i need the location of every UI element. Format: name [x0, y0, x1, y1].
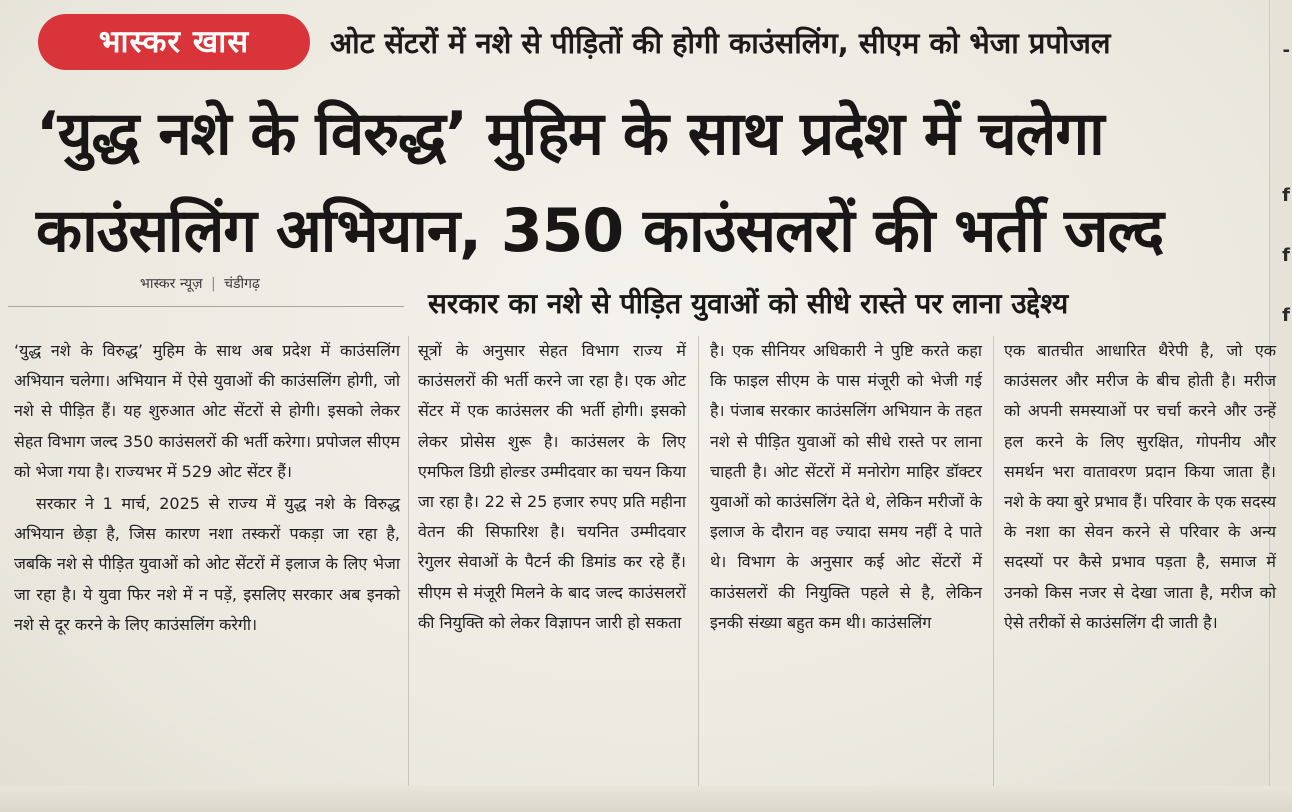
paragraph: सरकार ने 1 मार्च, 2025 से राज्य में युद्ध नशे के विरुद्ध अभियान छेड़ा है, जिस कारण नशा तस्करों पकड़ा जा रहा है, जबकि नशे से पीड़ित युवाओं को ओट सेंटरों में इलाज के लिए भेजा जा रहा है। ये युवा फिर नशे में न पड़ें, इसलिए सरकार अब इनको नशे से दूर करने के लिए काउंसलिंग करेगी।: [14, 494, 400, 634]
byline-city: चंडीगढ़: [224, 276, 260, 292]
kicker-headline: ओट सेंटरों में नशे से पीड़ितों की होगी काउंसलिंग, सीएम को भेजा प्रपोजल: [330, 26, 1111, 60]
edge-glyph: f: [1282, 305, 1290, 326]
article-column-1: [14, 336, 400, 640]
byline-separator: |: [210, 276, 216, 292]
edge-glyph: f: [1282, 245, 1290, 266]
main-headline-line-1: ‘युद्ध नशे के विरुद्ध’ मुहिम के साथ प्रदेश में चलेगा: [36, 99, 1104, 169]
section-badge: भास्कर खास: [38, 14, 310, 70]
edge-glyph: -: [1282, 40, 1290, 61]
paragraph: एक बातचीत आधारित थैरेपी है, जो एक काउंसलर और मरीज के बीच होती है। मरीज को अपनी समस्याओं पर चर्चा करने और उन्हें हल करने के लिए सुरक्षित, गोपनीय और समर्थन भरा वातावरण प्रदान किया जाता है। नशे के क्या बुरे प्रभाव हैं। परिवार के एक सदस्य के नशा का सेवन करने से परिवार के अन्य सदस्यों पर कैसे प्रभाव पड़ता है, समाज में उनको किस नजर से देखा जाता है, मरीज को ऐसे तरीकों से काउंसलिंग दी जाती है।: [1004, 341, 1276, 632]
article-column-2: [418, 336, 686, 638]
byline-divider: [8, 306, 404, 307]
byline-agency: भास्कर न्यूज़: [140, 276, 203, 292]
column-divider: [993, 336, 994, 786]
byline: [140, 274, 260, 293]
paragraph: सूत्रों के अनुसार सेहत विभाग राज्य में काउंसलरों की भर्ती करने जा रहा है। एक ओट सेंटर में एक काउंसलर की भर्ती होगी। इसको लेकर प्रोसेस शुरू है। काउंसलर के लिए एमफिल डिग्री होल्डर उम्मीदवार का चयन किया जा रहा है। 22 से 25 हजार रुपए प्रति महीना वेतन की सिफारिश है। चयनित उम्मीदवार रेगुलर सेवाओं के पैटर्न की डिमांड कर रहे हैं। सीएम से मंजूरी मिलने के बाद जल्द काउंसलरों की नियुक्ति को लेकर विज्ञापन जारी हो सकता: [418, 341, 686, 632]
sub-headline: सरकार का नशे से पीड़ित युवाओं को सीधे रास्ते पर लाना उद्देश्य: [428, 287, 1069, 320]
article-column-3: [710, 336, 982, 638]
column-divider: [698, 336, 699, 786]
column-divider: [408, 336, 409, 786]
edge-glyph: f: [1282, 185, 1290, 206]
paragraph: ‘युद्ध नशे के विरुद्ध’ मुहिम के साथ अब प्रदेश में काउंसलिंग अभियान चलेगा। अभियान में ऐसे युवाओं की काउंसलिंग होगी, जो नशे से पीड़ित हैं। यह शुरुआत ओट सेंटरों से होगी। इसको लेकर सेहत विभाग जल्द 350 काउंसलरों की भर्ती करेगा। प्रपोजल सीएम को भेजा गया है। राज्यभर में 529 ओट सेंटर हैं।: [14, 341, 400, 481]
main-headline-line-2: काउंसलिंग अभियान, 350 काउंसलरों की भर्ती जल्द: [36, 196, 1164, 266]
paragraph: है। एक सीनियर अधिकारी ने पुष्टि करते कहा कि फाइल सीएम के पास मंजूरी को भेजी गई है। पंजाब सरकार काउंसलिंग अभियान के तहत नशे से पीड़ित युवाओं को सीधे रास्ते पर लाना चाहती है। ओट सेंटरों में मनोरोग माहिर डॉक्टर युवाओं को काउंसलिंग देते थे, लेकिन मरीजों के इलाज के दौरान वह ज्यादा समय नहीं दे पाते थे। विभाग के अनुसार कई ओट सेंटरों में काउंसलरों की नियुक्ति पहले से है, लेकिन इनकी संख्या बहुत कम थी। काउंसलिंग: [710, 341, 982, 632]
article-column-4: [1004, 336, 1276, 638]
page-fold-shadow: [0, 786, 1292, 812]
